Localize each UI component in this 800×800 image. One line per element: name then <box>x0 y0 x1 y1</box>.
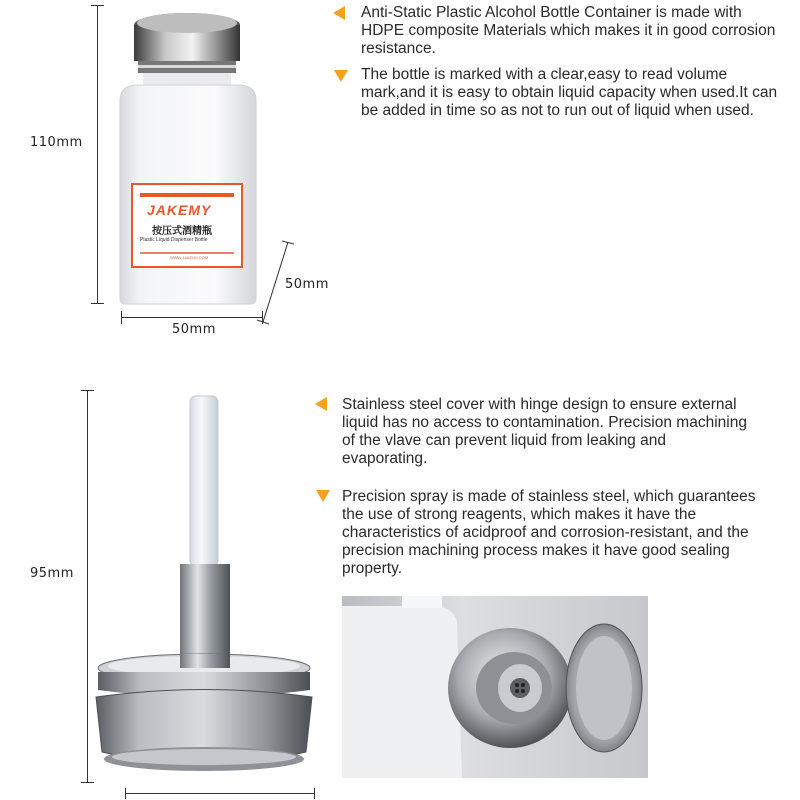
valve-height-label: 95mm <box>30 566 74 581</box>
label-title-cn: 按压式酒精瓶 <box>152 226 212 237</box>
label-subtitle: Plastic Liquid Dispenser Bottle <box>140 237 208 243</box>
bullet-arrow-icon <box>334 70 348 82</box>
label-url: WWW.JAKEMY.COM <box>170 255 209 260</box>
height-dimension-line <box>97 5 98 303</box>
width-label: 50mm <box>172 322 216 337</box>
bullet-arrow-icon <box>316 490 330 502</box>
valve-height-dimension-line <box>87 390 88 782</box>
width-dimension-line <box>121 317 263 318</box>
height-dimension-tick-top <box>91 5 104 6</box>
hinged-cap-photo <box>342 596 648 778</box>
bottom-bullet-1: Stainless steel cover with hinge design to ensure external liquid has no access to contamination. Precision machining of the vlave can prevent liquid from leaking and evaporating. <box>342 396 747 467</box>
bullet-arrow-icon <box>333 6 345 20</box>
height-label: 110mm <box>30 135 83 150</box>
valve-width-tick-left <box>125 788 126 799</box>
bottom-bullet-2: Precision spray is made of stainless steel, which guarantees the use of strong reagents, which makes it have the characteristics of acidproof and corrosion-resistant, and the precision machining process makes it have good sealing property. <box>342 488 756 577</box>
height-dimension-tick-bottom <box>91 303 104 304</box>
bullet-arrow-icon <box>315 397 327 411</box>
valve-width-tick-right <box>314 788 315 799</box>
pump-valve-image <box>92 392 317 787</box>
bottle-image <box>110 8 285 310</box>
valve-width-dimension-line <box>125 793 315 794</box>
width-dimension-tick-left <box>121 311 122 324</box>
top-bullet-1: Anti-Static Plastic Alcohol Bottle Container is made with HDPE composite Materials which makes it in good corrosion resistance. <box>361 4 776 57</box>
depth-label: 50mm <box>285 277 329 292</box>
top-bullet-2: The bottle is marked with a clear,easy to read volume mark,and it is easy to obtain liquid capacity when used.It can be added in time so as not to run out of liquid when used. <box>361 66 778 119</box>
label-brand: JAKEMY <box>147 202 212 218</box>
valve-height-tick-top <box>81 390 94 391</box>
